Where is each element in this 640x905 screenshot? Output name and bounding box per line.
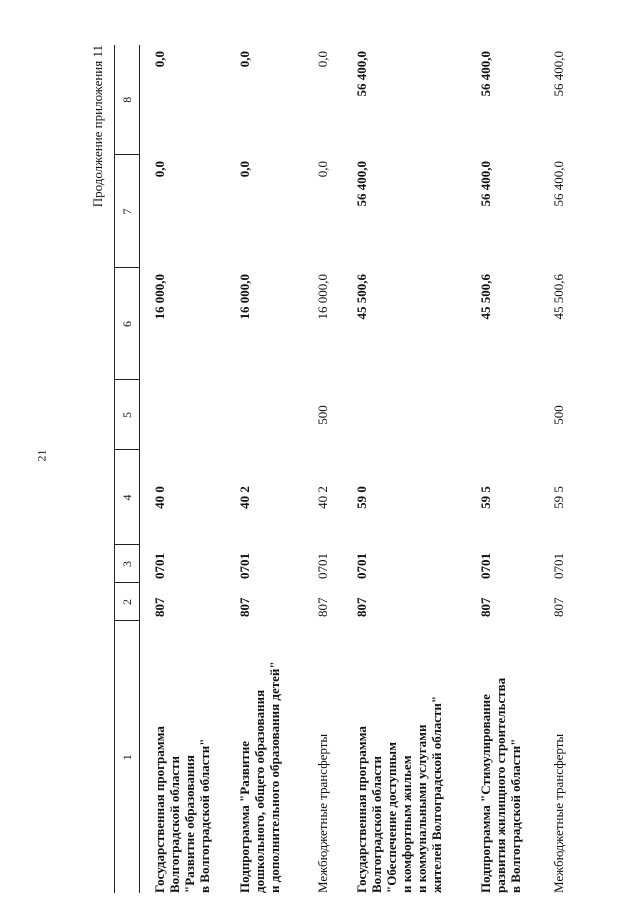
amount-cell: 0,0 [237, 161, 252, 178]
row-name-cell [300, 621, 348, 893]
table-row [225, 45, 300, 893]
row-name-line: в Волгоградской области" [508, 738, 523, 893]
header-cell: 3 [115, 545, 140, 583]
row-name-line: Межбюджетные трансферты [551, 733, 566, 893]
amount-cell: 16 000,0 [315, 274, 330, 320]
table-row [348, 45, 468, 893]
amount-cell: 45 500,6 [354, 274, 369, 320]
amount-cell: 45 500,6 [478, 274, 493, 320]
ministry-code-cell: 807 [354, 597, 369, 617]
header-cell: 2 [115, 583, 140, 621]
row-name-cell [225, 621, 300, 893]
ministry-code-cell: 807 [237, 597, 252, 617]
expense-type-cell [225, 380, 300, 450]
table-row [140, 45, 226, 893]
row-name-line: жителей Волгоградской области" [429, 695, 444, 893]
expense-type-cell [468, 380, 538, 450]
row-name-line: Волгоградской области [369, 755, 384, 893]
section-code-cell: 0701 [237, 553, 252, 579]
row-name-line: Подпрограмма "Стимулирование [478, 694, 493, 893]
rotated-page-content [90, 45, 630, 893]
row-name-line: Подпрограмма "Развитие [237, 740, 252, 893]
table-row [300, 45, 348, 893]
header-cell: 7 [115, 155, 140, 268]
row-name-line: дошкольного, общего образования [252, 689, 267, 893]
amount-cell: 56 400,0 [354, 51, 369, 97]
section-code-cell: 0701 [152, 553, 167, 579]
program-code-cell: 59 5 [551, 486, 566, 509]
header-cell: 8 [115, 45, 140, 155]
row-name-cell [468, 621, 538, 893]
row-name-line: Государственная программа [152, 726, 167, 893]
ministry-code-cell: 807 [478, 597, 493, 617]
amount-cell: 0,0 [315, 161, 330, 178]
row-name-line: "Обеспечение доступным [384, 742, 399, 893]
amount-cell: 0,0 [152, 161, 167, 178]
row-name-line: и коммунальными услугами [414, 724, 429, 893]
table-header-row [115, 45, 140, 893]
expense-type-cell [140, 380, 226, 450]
amount-cell: 16 000,0 [237, 274, 252, 320]
row-name-line: в Волгоградской области" [197, 738, 212, 893]
header-cell: 6 [115, 268, 140, 380]
amount-cell: 0,0 [315, 51, 330, 68]
row-name-cell [538, 621, 571, 893]
budget-table [114, 45, 571, 893]
section-code-cell: 0701 [315, 553, 330, 579]
row-name-line: Волгоградской области [167, 755, 182, 893]
ministry-code-cell: 807 [315, 597, 330, 617]
program-code-cell: 40 2 [237, 486, 252, 509]
row-name-line: и дополнительного образования детей" [267, 661, 282, 893]
amount-cell: 45 500,6 [551, 274, 566, 320]
row-name-cell [348, 621, 468, 893]
amount-cell: 56 400,0 [551, 161, 566, 207]
table-row [468, 45, 538, 893]
program-code-cell: 59 5 [478, 486, 493, 509]
amount-cell: 56 400,0 [354, 161, 369, 207]
amount-cell: 0,0 [152, 51, 167, 68]
expense-type-cell: 500 [315, 405, 330, 425]
expense-type-cell [348, 380, 468, 450]
program-code-cell: 40 0 [152, 486, 167, 509]
section-code-cell: 0701 [478, 553, 493, 579]
amount-cell: 56 400,0 [478, 161, 493, 207]
header-cell: 1 [115, 621, 140, 893]
row-name-cell [140, 621, 226, 893]
section-code-cell: 0701 [354, 553, 369, 579]
ministry-code-cell: 807 [551, 597, 566, 617]
row-name-line: Межбюджетные трансферты [315, 733, 330, 893]
amount-cell: 56 400,0 [478, 51, 493, 97]
section-code-cell: 0701 [551, 553, 566, 579]
header-cell: 4 [115, 450, 140, 545]
amount-cell: 16 000,0 [152, 274, 167, 320]
row-name-line: "Развитие образования [182, 755, 197, 893]
row-name-line: развития жилищного строительства [493, 677, 508, 893]
expense-type-cell: 500 [551, 405, 566, 425]
header-cell: 5 [115, 380, 140, 450]
program-code-cell: 40 2 [315, 486, 330, 509]
continuation-label: Продолжение приложения 11 [90, 45, 105, 208]
page-number: 21 [34, 449, 49, 462]
program-code-cell: 59 0 [354, 486, 369, 509]
amount-cell: 56 400,0 [551, 51, 566, 97]
amount-cell: 0,0 [237, 51, 252, 68]
ministry-code-cell: 807 [152, 597, 167, 617]
row-name-line: Государственная программа [354, 726, 369, 893]
row-name-line: и комфортным жильем [399, 755, 414, 893]
table-row [538, 45, 571, 893]
